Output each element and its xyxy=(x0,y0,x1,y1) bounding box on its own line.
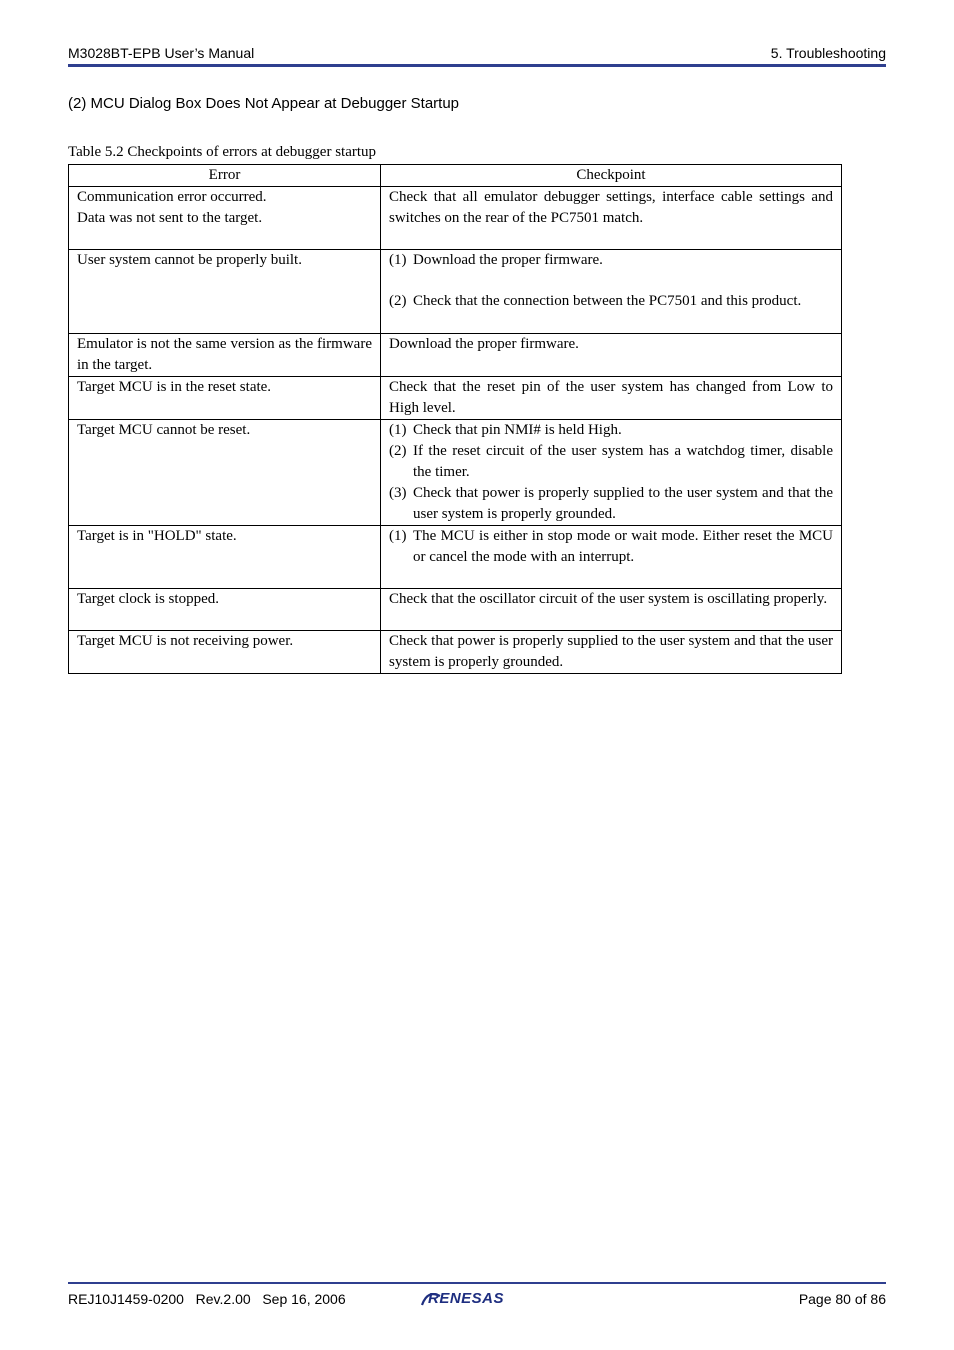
table-row xyxy=(69,334,842,377)
checkpoint-cell xyxy=(381,250,842,334)
footer-doc-info xyxy=(68,1291,346,1307)
step-number: (3) xyxy=(389,485,407,501)
checkpoint-cell: Download the proper firmware. xyxy=(381,334,842,377)
step-text: Check that power is properly supplied to the user system and that the user system is properly grounded. xyxy=(413,485,833,522)
checkpoint-step xyxy=(389,291,833,312)
table-header-row xyxy=(69,165,842,187)
page-number: Page 80 of 86 xyxy=(798,1291,886,1307)
error-cell: User system cannot be properly built. xyxy=(69,250,381,334)
table-caption: Table 5.2 Checkpoints of errors at debugger startup xyxy=(68,144,377,160)
column-header-error: Error xyxy=(69,165,381,187)
table-row xyxy=(69,250,842,334)
error-cell: Emulator is not the same version as the firmware in the target. xyxy=(69,334,381,377)
error-cell: Communication error occurred. Data was not sent to the target. xyxy=(69,187,381,250)
checkpoint-step xyxy=(389,483,833,525)
table-row xyxy=(69,420,842,526)
table-row xyxy=(69,377,842,420)
section-title: (2) MCU Dialog Box Does Not Appear at Debugger Startup xyxy=(68,95,460,112)
checkpoint-cell: Check that the oscillator circuit of the user system is oscillating properly. xyxy=(381,589,842,631)
error-cell: Target MCU is not receiving power. xyxy=(69,631,381,674)
revision: Rev.2.00 xyxy=(195,1291,251,1307)
step-number: (2) xyxy=(389,443,407,459)
checkpoint-step xyxy=(389,526,833,568)
error-cell: Target clock is stopped. xyxy=(69,589,381,631)
column-header-checkpoint: Checkpoint xyxy=(381,165,842,187)
step-number: (2) xyxy=(389,293,407,309)
step-number: (1) xyxy=(389,252,407,268)
step-text: The MCU is either in stop mode or wait mode. Either reset the MCU or cancel the mode with an interrupt. xyxy=(413,528,833,565)
checkpoint-step xyxy=(389,420,833,441)
checkpoint-cell xyxy=(381,526,842,589)
step-number: (1) xyxy=(389,528,407,544)
footer-rule xyxy=(68,1282,886,1284)
error-cell: Target is in "HOLD" state. xyxy=(69,526,381,589)
renesas-logo xyxy=(420,1290,532,1308)
header-rule xyxy=(68,64,886,67)
table-row xyxy=(69,589,842,631)
doc-id: REJ10J1459-0200 xyxy=(68,1291,184,1307)
manual-title: M3028BT-EPB User’s Manual xyxy=(68,45,255,61)
checkpoint-step xyxy=(389,250,833,271)
step-number: (1) xyxy=(389,422,407,438)
checkpoint-cell: Check that the reset pin of the user system has changed from Low to High level. xyxy=(381,377,842,420)
checkpoint-cell xyxy=(381,420,842,526)
error-cell: Target MCU cannot be reset. xyxy=(69,420,381,526)
step-text: Download the proper firmware. xyxy=(413,252,603,268)
logo-text: RENESAS xyxy=(428,1290,505,1307)
error-cell: Target MCU is in the reset state. xyxy=(69,377,381,420)
table-row xyxy=(69,526,842,589)
chapter-title: 5. Troubleshooting xyxy=(770,45,886,61)
checkpoint-cell: Check that power is properly supplied to the user system and that the user system is properly grounded. xyxy=(381,631,842,674)
checkpoint-step xyxy=(389,441,833,483)
table-row xyxy=(69,187,842,250)
table-row xyxy=(69,631,842,674)
step-text: Check that the connection between the PC7501 and this product. xyxy=(413,293,802,309)
step-text: Check that pin NMI# is held High. xyxy=(413,422,622,438)
step-text: If the reset circuit of the user system has a watchdog timer, disable the timer. xyxy=(413,443,833,480)
doc-date: Sep 16, 2006 xyxy=(262,1291,346,1307)
checkpoints-table xyxy=(68,164,842,674)
checkpoint-cell: Check that all emulator debugger settings, interface cable settings and switches on the rear of the PC7501 match. xyxy=(381,187,842,250)
